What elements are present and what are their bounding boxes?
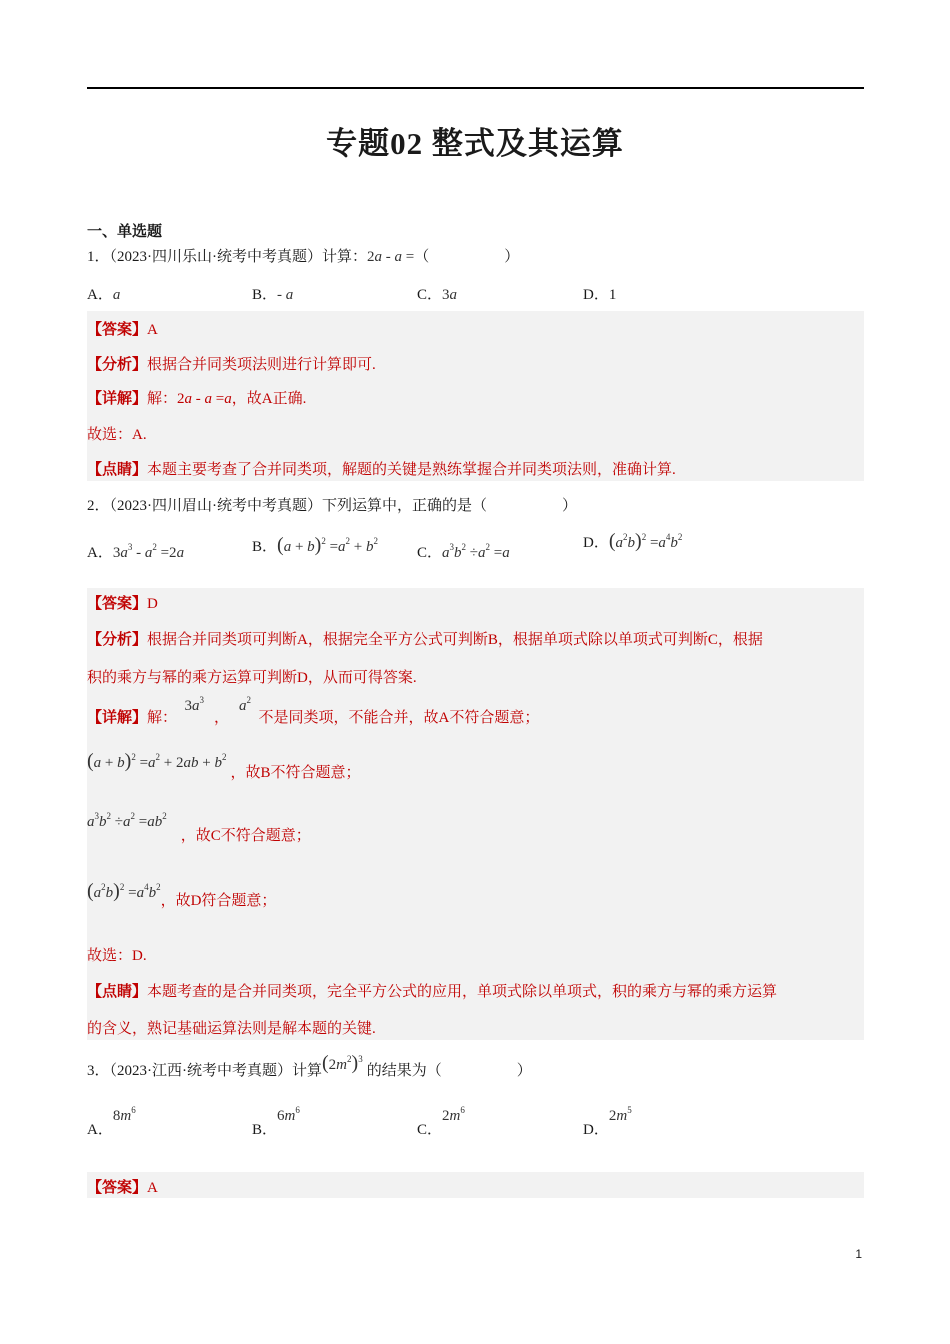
math-expression: 2a - a =	[367, 249, 415, 265]
question-3-stem: 3．（2023·江西·统考中考真题）计算$(2m^2)^3$的结果为（ ）	[87, 1052, 532, 1079]
q3-option-b: B．$6m^6$	[252, 1105, 300, 1138]
question-1-stem	[87, 245, 519, 266]
q3-option-d: D．$2m^5$	[583, 1105, 632, 1138]
q2-detail-d: $(a^2b)^2 =a^4b^2$，故D符合题意；	[87, 880, 277, 909]
q2-answer-line: 【答案】D	[87, 596, 158, 612]
q1-choose-line: 故选：A.	[87, 427, 147, 443]
q2-solution-box	[87, 588, 864, 1040]
q1-solution-box	[87, 311, 864, 481]
q2-option-a: A．$3a^3 - a^2 =2a$	[87, 542, 185, 561]
q2-comment-line-2: 的含义，熟记基础运算法则是解本题的关键.	[87, 1021, 376, 1037]
q2-analysis-line-1: 【分析】根据合并同类项可判断A，根据完全平方公式可判断B，根据单项式除以单项式可判断C，根据	[87, 632, 763, 648]
q1-option-b: B．- a	[252, 287, 294, 303]
q1-comment-line: 【点睛】本题主要考查了合并同类项，解题的关键是熟练掌握合并同类项法则，准确计算.	[87, 462, 676, 478]
q2-detail-b: $(a + b)^2 =a^2 + 2ab + b^2$，故B不符合题意；	[87, 750, 361, 781]
q2-choose-line: 故选：D.	[87, 948, 147, 964]
q3-answer-line: 【答案】A	[87, 1180, 158, 1196]
page-title: 专题02 整式及其运算	[326, 126, 624, 161]
q3-option-a: A．$8m^6$	[87, 1105, 136, 1138]
q2-analysis-line-2: 积的乘方与幂的乘方运算可判断D，从而可得答案.	[87, 670, 417, 686]
page-number: 1	[855, 1247, 862, 1261]
question-2-stem: 2．（2023·四川眉山·统考中考真题）下列运算中，正确的是（ ）	[87, 498, 577, 514]
question-1-text: 1．（2023·四川乐山·统考中考真题）计算：	[87, 249, 367, 265]
q3-solution-box	[87, 1172, 864, 1198]
q1-answer-line: 【答案】A	[87, 322, 158, 338]
q2-option-d: D．$(a^2b)^2 =a^4b^2$	[583, 530, 683, 552]
q2-option-b: B．$(a + b)^2 =a^2 + b^2$	[252, 534, 379, 556]
header-rule	[87, 87, 864, 89]
q2-detail-a: 【详解】解： $3a^3$，$a^2$ 不是同类项，不能合并，故A不符合题意；	[87, 695, 540, 726]
q2-comment-line-1: 【点睛】本题考查的是合并同类项，完全平方公式的应用，单项式除以单项式，积的乘方与幂的乘方运算	[87, 984, 778, 1000]
section-heading: 一、单选题	[87, 224, 163, 240]
q2-detail-c: $a^3b^2 \div a^2 =ab^2$，故C不符合题意；	[87, 811, 311, 844]
q1-option-c: C．3a	[417, 287, 458, 303]
q3-option-c: C．$2m^6$	[417, 1105, 465, 1138]
q1-detail-line: 【详解】解：2a - a =a，故A正确.	[87, 391, 307, 407]
q1-option-d: D．1	[583, 287, 617, 303]
answer-blank: （ ）	[414, 249, 520, 265]
q1-analysis-line: 【分析】根据合并同类项法则进行计算即可.	[87, 357, 376, 373]
q2-option-c: C．$a^3b^2 \div a^2 =a$	[417, 542, 510, 561]
q1-option-a: A．a	[87, 287, 121, 303]
